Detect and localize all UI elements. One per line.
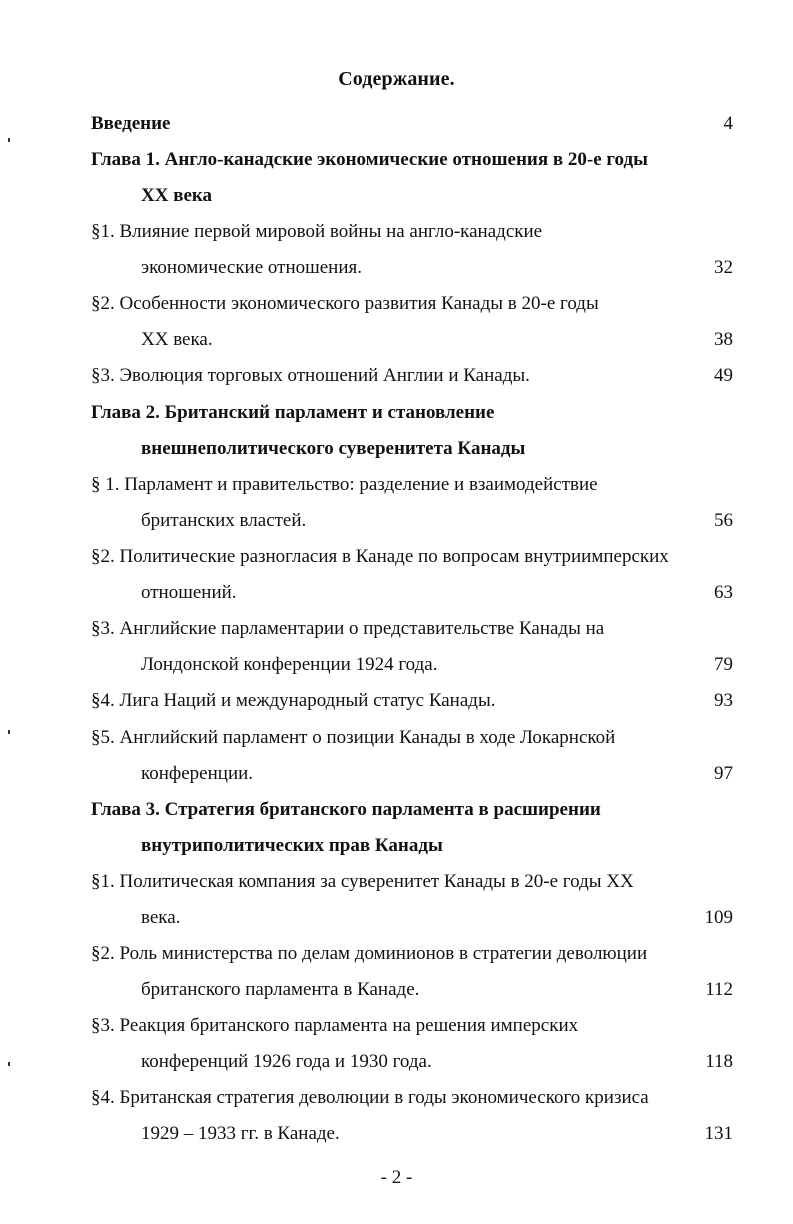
toc-page-number: 38 (714, 329, 733, 350)
toc-section-3-2: §2. Роль министерства по делам доминионов в стратегии деволюции (91, 943, 648, 964)
toc-section-2-5: §5. Английский парламент о позиции Канады в ходе Локарнской (91, 727, 616, 748)
toc-section-3-2-cont: британского парламента в Канаде. (141, 979, 420, 1000)
toc-page-number: 79 (714, 654, 733, 675)
toc-section-1-2-cont: XX века. (141, 329, 213, 350)
toc-section-3-3-cont: конференций 1926 года и 1930 года. (141, 1051, 432, 1072)
toc-page-number: 49 (714, 365, 733, 386)
toc-section-3-3: §3. Реакция британского парламента на решения имперских (91, 1015, 579, 1036)
toc-page-number: 118 (705, 1051, 733, 1072)
toc-section-3-4-cont: 1929 – 1933 гг. в Канаде. (141, 1123, 340, 1144)
toc-section-2-2: §2. Политические разногласия в Канаде по вопросам внутриимперских (91, 546, 669, 567)
toc-chapter-2-heading-cont: внешнеполитического суверенитета Канады (141, 438, 526, 459)
toc-section-1-1-cont: экономические отношения. (141, 257, 363, 278)
toc-page-number: 97 (714, 763, 733, 784)
scan-speck (8, 730, 10, 734)
toc-page-number: 93 (714, 690, 733, 711)
toc-chapter-3-heading: Глава 3. Стратегия британского парламента в расширении (91, 799, 601, 820)
toc-section-2-2-cont: отношений. (141, 582, 237, 603)
scan-speck (8, 138, 10, 142)
toc-page-number: 63 (714, 582, 733, 603)
toc-page-number: 56 (714, 510, 733, 531)
toc-section-2-5-cont: конференции. (141, 763, 254, 784)
toc-section-3-1-cont: века. (141, 907, 181, 928)
toc-page-number: 4 (723, 113, 733, 134)
toc-page-number: 112 (705, 979, 733, 1000)
toc-section-2-3-cont: Лондонской конференции 1924 года. (141, 654, 438, 675)
toc-section-1-1: §1. Влияние первой мировой войны на англо-канадские (91, 221, 543, 242)
toc-section-3-1: §1. Политическая компания за суверенитет Канады в 20-е годы XX (91, 871, 634, 892)
toc-page-number: 131 (704, 1123, 733, 1144)
toc-section-2-1-cont: британских властей. (141, 510, 307, 531)
page-footer-number: - 2 - (380, 1167, 413, 1188)
toc-section-1-2: §2. Особенности экономического развития Канады в 20-е годы (91, 293, 599, 314)
toc-chapter-1-heading: Глава 1. Англо-канадские экономические отношения в 20-е годы (91, 149, 648, 170)
toc-entry-introduction: Введение (91, 113, 171, 134)
toc-section-3-4: §4. Британская стратегия деволюции в годы экономического кризиса (91, 1087, 649, 1108)
toc-chapter-3-heading-cont: внутриполитических прав Канады (141, 835, 443, 856)
toc-page-number: 32 (714, 257, 733, 278)
page-title: Содержание. (338, 68, 455, 90)
toc-section-2-1: § 1. Парламент и правительство: разделение и взаимодействие (91, 474, 598, 495)
toc-section-2-4: §4. Лига Наций и международный статус Канады. (91, 690, 496, 711)
scan-speck (8, 1062, 10, 1066)
toc-section-1-3: §3. Эволюция торговых отношений Англии и Канады. (91, 365, 530, 386)
toc-section-2-3: §3. Английские парламентарии о представительстве Канады на (91, 618, 605, 639)
toc-chapter-1-heading-cont: XX века (141, 185, 213, 206)
toc-page-number: 109 (704, 907, 733, 928)
toc-chapter-2-heading: Глава 2. Британский парламент и становление (91, 402, 495, 423)
